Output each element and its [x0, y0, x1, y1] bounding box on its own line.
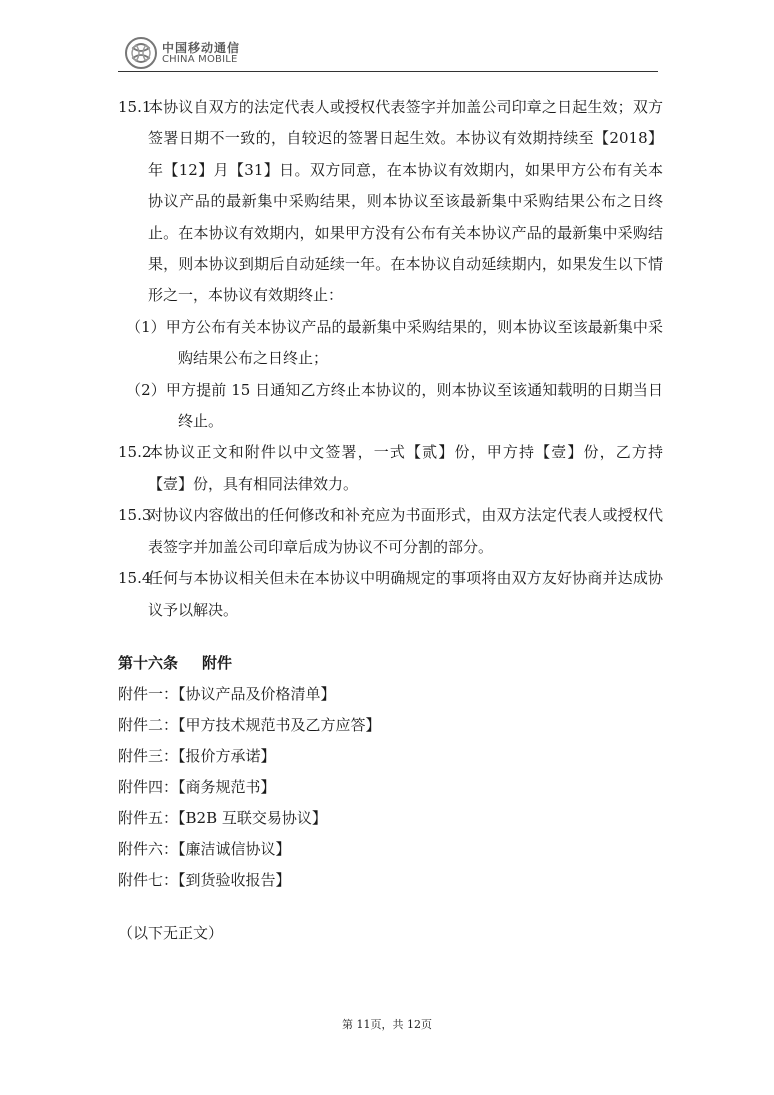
brand-name-cn: 中国移动通信: [162, 41, 241, 55]
clause-15-4: [118, 563, 663, 626]
sub-item: [126, 312, 663, 375]
annex-item: 附件二：【甲方技术规范书及乙方应答】: [118, 716, 381, 735]
sub-item-text: 甲方提前 15 日通知乙方终止本协议的，则本协议至该通知载明的日期当日终止。: [165, 380, 663, 431]
annex-item: 附件四：【商务规范书】: [118, 778, 276, 797]
clause-text: 对协议内容做出的任何修改和补充应为书面形式，由双方法定代表人或授权代表签字并加盖公司印章后成为协议不可分割的部分。: [148, 506, 663, 556]
clause-number: 15.4: [118, 569, 152, 588]
clause-number: 15.1: [118, 98, 152, 116]
clause-text: 任何与本协议相关但未在本协议中明确规定的事项将由双方友好协商并达成协议予以解决。: [148, 569, 663, 619]
sub-item-number: （1）: [126, 317, 166, 336]
annex-item: 附件七：【到货验收报告】: [118, 871, 291, 890]
brand-name-en: CHINA MOBILE: [162, 54, 238, 65]
sub-item-number: （2）: [126, 380, 166, 399]
section-heading: [118, 648, 663, 679]
annex-item: 附件一：【协议产品及价格清单】: [118, 685, 336, 704]
sub-item: [126, 375, 663, 438]
clause-15-1: [118, 92, 663, 312]
section-title-text: 附件: [202, 653, 233, 672]
clause-number: 15.2: [118, 443, 152, 462]
annex-item: 附件五：【B2B 互联交易协议】: [118, 809, 327, 828]
sub-item-list: [118, 312, 663, 438]
annex-item: 附件六：【廉洁诚信协议】: [118, 840, 291, 859]
annex-item: 附件三：【报价方承诺】: [118, 747, 276, 766]
clause-text: 本协议正文和附件以中文签署，一式【贰】份，甲方持【壹】份，乙方持【壹】份，具有相同法律效力。: [148, 443, 663, 493]
clause-15-3: [118, 500, 663, 563]
end-of-text-note: （以下无正文）: [118, 924, 224, 943]
page-footer: 第 11页，共 12页: [342, 1018, 432, 1031]
clause-number: 15.3: [118, 506, 152, 525]
sub-item-text: 甲方公布有关本协议产品的最新集中采购结果的，则本协议至该最新集中采购结果公布之日终止；: [165, 317, 663, 368]
clause-text: 本协议自双方的法定代表人或授权代表签字并加盖公司印章之日起生效；双方签署日期不一致的，自较迟的签署日起生效。本协议有效期持续至【2018】年【12】月【31】日。双方同意，在本协议有效期内，如果甲方公布有关本协议产品的最新集中采购结果，则本协议至该最新集中采购结果公布之日终止。在本协议有效期内，如果甲方没有公布有关本协议产品的最新集中采购结果，则本协议到期后自动延续一年。在本协议自动延续期内，如果发生以下情形之一，本协议有效期终止：: [148, 98, 663, 305]
clause-15-2: [118, 437, 663, 500]
china-mobile-logo-icon: [124, 36, 158, 70]
annex-list: [118, 679, 663, 896]
section-label: 第十六条: [118, 653, 179, 672]
header-divider: [118, 71, 658, 72]
document-body: [118, 92, 663, 950]
page-header: [118, 30, 658, 72]
